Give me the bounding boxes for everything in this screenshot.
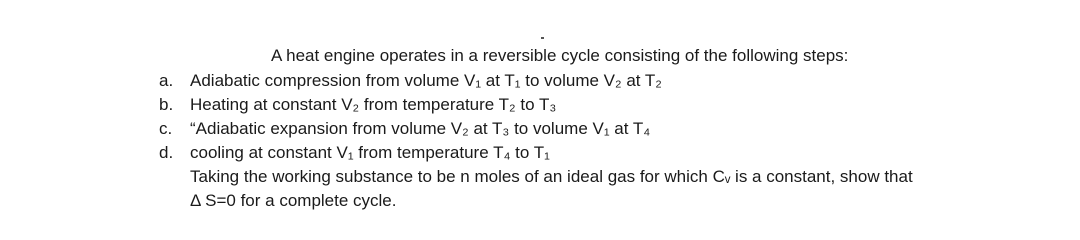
question-line-2: Δ S=0 for a complete cycle. (190, 191, 397, 210)
step-a-text: Adiabatic compression from volume V₁ at T₁ to volume V₂ at T₂ (190, 71, 662, 90)
step-a-letter: a. (159, 71, 174, 90)
step-d-letter: d. (159, 143, 174, 162)
step-c-text: “Adiabatic expansion from volume V₂ at T₃ to volume V₁ at T₄ (190, 119, 651, 138)
step-c-letter: c. (159, 119, 173, 138)
intro-text: A heat engine operates in a reversible cycle consisting of the following steps: (271, 46, 849, 65)
stray-mark (541, 37, 544, 39)
step-b-text: Heating at constant V₂ from temperature T₂ to T₃ (190, 95, 557, 114)
step-b-letter: b. (159, 95, 174, 114)
step-d-text: cooling at constant V₁ from temperature T₄ to T₁ (190, 143, 550, 162)
question-line-1: Taking the working substance to be n moles of an ideal gas for which Cᵥ is a constant, show that (190, 167, 913, 186)
